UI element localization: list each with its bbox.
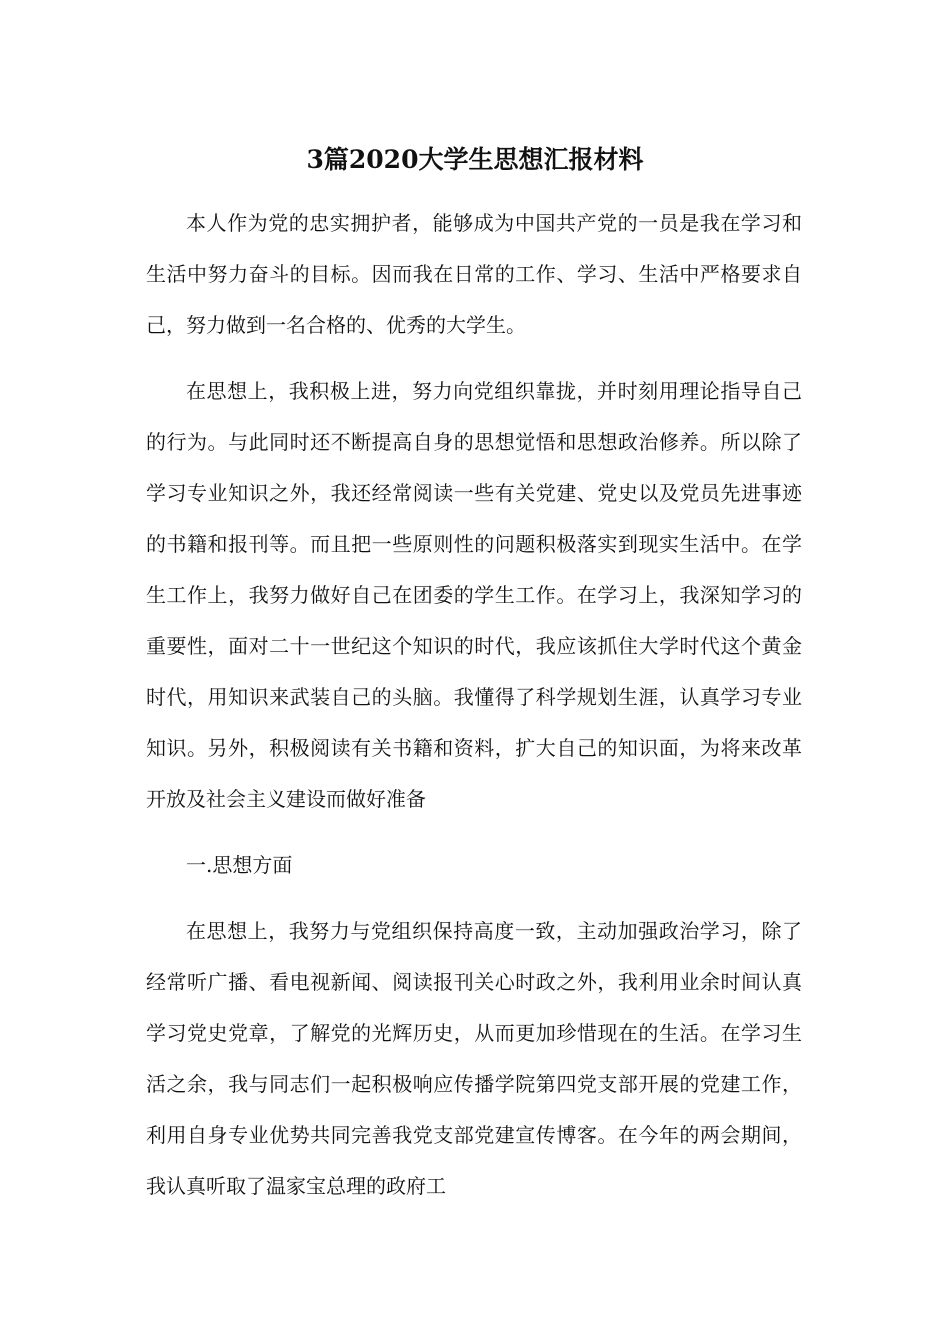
paragraph-thought: 在思想上，我积极上进，努力向党组织靠拢，并时刻用理论指导自己的行为。与此同时还不断提高自身的思想觉悟和思想政治修养。所以除了学习专业知识之外，我还经常阅读一些有关党建、党史以及党员先进事迹的书籍和报刊等。而且把一些原则性的问题积极落实到现实生活中。在学生工作上，我努力做好自己在团委的学生工作。在学习上，我深知学习的重要性，面对二十一世纪这个知识的时代，我应该抓住大学时代这个黄金时代，用知识来武装自己的头脑。我懂得了科学规划生涯，认真学习专业知识。另外，积极阅读有关书籍和资料，扩大自己的知识面，为将来改革开放及社会主义建设而做好准备 — [146, 379, 802, 811]
section-heading-thought: 一.思想方面 — [186, 853, 293, 877]
document-title: 3篇2020大学生思想汇报材料 — [306, 145, 644, 174]
document-body — [146, 198, 802, 1227]
paragraph-thought-detail: 在思想上，我努力与党组织保持高度一致，主动加强政治学习，除了经常听广播、看电视新闻、阅读报刊关心时政之外，我利用业余时间认真学习党史党章，了解党的光辉历史，从而更加珍惜现在的生活。在学习生活之余，我与同志们一起积极响应传播学院第四党支部开展的党建工作，利用自身专业优势共同完善我党支部党建宣传博客。在今年的两会期间，我认真听取了温家宝总理的政府工 — [146, 919, 802, 1198]
paragraph-intro: 本人作为党的忠实拥护者，能够成为中国共产党的一员是我在学习和生活中努力奋斗的目标。因而我在日常的工作、学习、生活中严格要求自己，努力做到一名合格的、优秀的大学生。 — [146, 211, 802, 337]
